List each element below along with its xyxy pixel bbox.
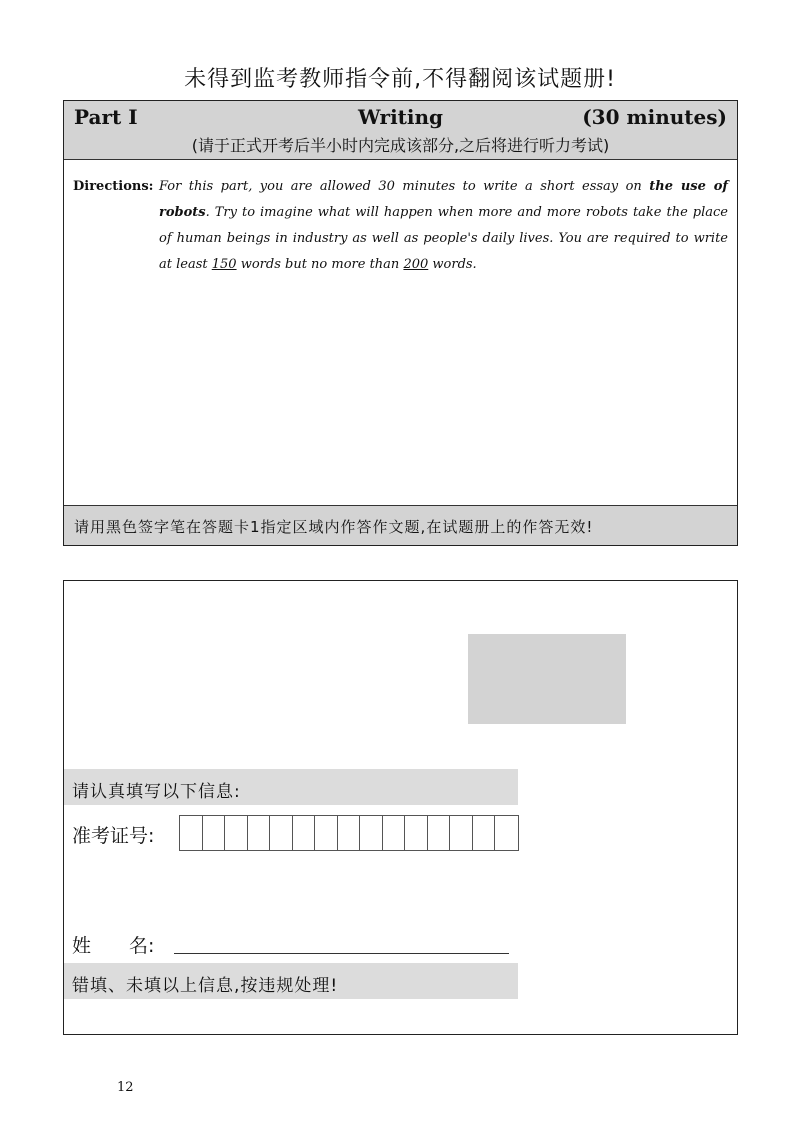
exam-number-boxes[interactable] (179, 815, 519, 851)
directions-text-1: For this part, you are allowed 30 minutes to write a short essay on (159, 179, 650, 194)
exam-number-cell[interactable] (428, 816, 451, 850)
info-prompt: 请认真填写以下信息: (64, 769, 518, 805)
writing-section (63, 100, 738, 546)
page-warning: 未得到监考教师指令前,不得翻阅该试题册! (184, 67, 616, 92)
answer-instruction: 请用黑色签字笔在答题卡1指定区域内作答作文题,在试题册上的作答无效! (64, 505, 737, 545)
exam-number-cell[interactable] (495, 816, 518, 850)
exam-number-cell[interactable] (180, 816, 203, 850)
exam-number-cell[interactable] (293, 816, 316, 850)
photo-area (468, 634, 626, 724)
name-label: 姓 名: (72, 935, 155, 957)
info-warning: 错填、未填以上信息,按违规处理! (64, 963, 518, 999)
directions-text-4: words. (428, 257, 477, 272)
directions (73, 174, 728, 278)
page-number: 12 (117, 1080, 134, 1095)
directions-text-3: words but no more than (236, 257, 404, 272)
exam-number-cell[interactable] (248, 816, 271, 850)
section-header (64, 101, 737, 160)
exam-number-cell[interactable] (270, 816, 293, 850)
max-words: 200 (403, 257, 429, 272)
exam-number-cell[interactable] (383, 816, 406, 850)
time-limit: (30 minutes) (582, 105, 727, 129)
exam-number-cell[interactable] (473, 816, 496, 850)
name-field[interactable] (174, 953, 509, 954)
directions-text (159, 174, 728, 278)
essay-topic: the use of robots (159, 179, 728, 220)
exam-number-cell[interactable] (203, 816, 226, 850)
exam-number-label: 准考证号: (72, 825, 155, 847)
directions-label: Directions: (73, 179, 154, 194)
candidate-info-box (63, 580, 738, 1035)
section-subtitle: (请于正式开考后半小时内完成该部分,之后将进行听力考试) (191, 136, 610, 155)
exam-number-cell[interactable] (315, 816, 338, 850)
exam-number-cell[interactable] (338, 816, 361, 850)
min-words: 150 (211, 257, 237, 272)
directions-text-2: . Try to imagine what will happen when more and more robots take the place of human beings in industry as well as people's daily lives. You are required to write at least (159, 205, 728, 272)
exam-number-cell[interactable] (405, 816, 428, 850)
exam-number-cell[interactable] (450, 816, 473, 850)
part-label: Part I (74, 105, 138, 129)
exam-number-cell[interactable] (360, 816, 383, 850)
section-title: Writing (357, 105, 444, 129)
exam-number-cell[interactable] (225, 816, 248, 850)
